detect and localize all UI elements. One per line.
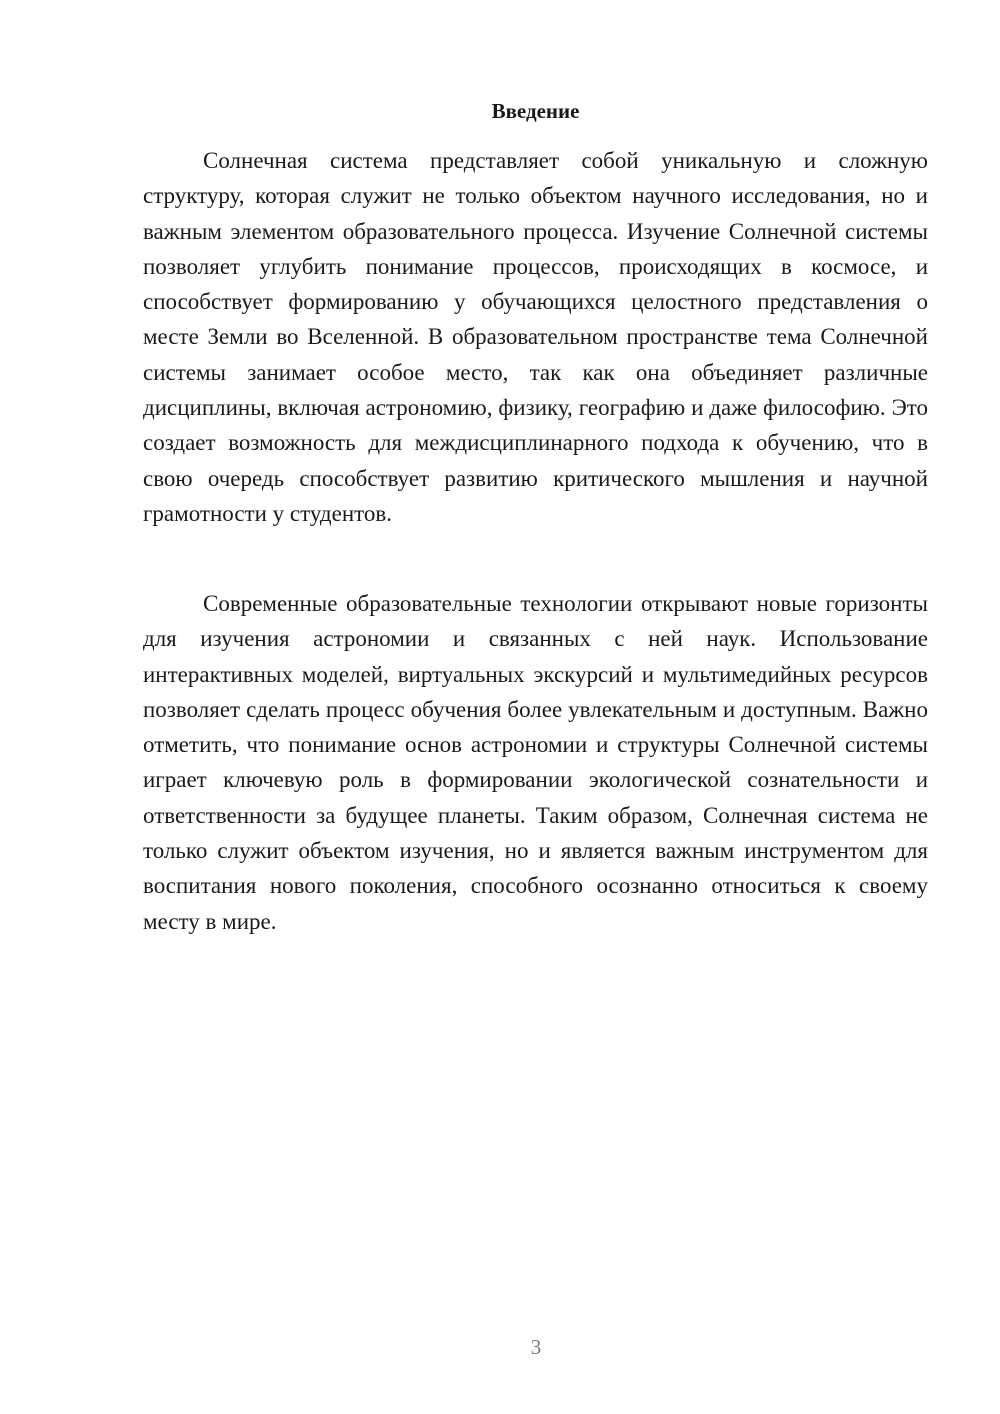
body-paragraph: Солнечная система представляет собой уникальную и сложную структуру, которая служит не только объектом научного исследования, но и важным элементом образовательного процесса. Изучение Солнечной системы позволяет углубить понимание процессов, происходящих в космосе, и способствует формированию у обучающихся целостного представления о месте Земли во Вселенной. В образовательном пространстве тема Солнечной системы занимает особое место, так как она объединяет различные дисциплины, включая астрономию, физику, географию и даже философию. Это создает возможность для междисциплинарного подхода к обучению, что в свою очередь способствует развитию критического мышления и научной грамотности у студентов. <box>143 148 928 526</box>
body-paragraph: Современные образовательные технологии открывают новые горизонты для изучения астрономии и связанных с ней наук. Использование интерактивных моделей, виртуальных экскурсий и мультимедийных ресурсов позволяет сделать процесс обучения более увлекательным и доступным. Важно отметить, что понимание основ астрономии и структуры Солнечной системы играет ключевую роль в формировании экологической сознательности и ответственности за будущее планеты. Таким образом, Солнечная система не только служит объектом изучения, но и является важным инструментом для воспитания нового поколения, способного осознанно относиться к своему месту в мире. <box>143 591 928 934</box>
page-title: Введение <box>491 99 580 123</box>
page-number: 3 <box>530 1335 542 1359</box>
paragraph-block-2 <box>143 586 928 939</box>
paragraph-block-1 <box>143 143 928 531</box>
